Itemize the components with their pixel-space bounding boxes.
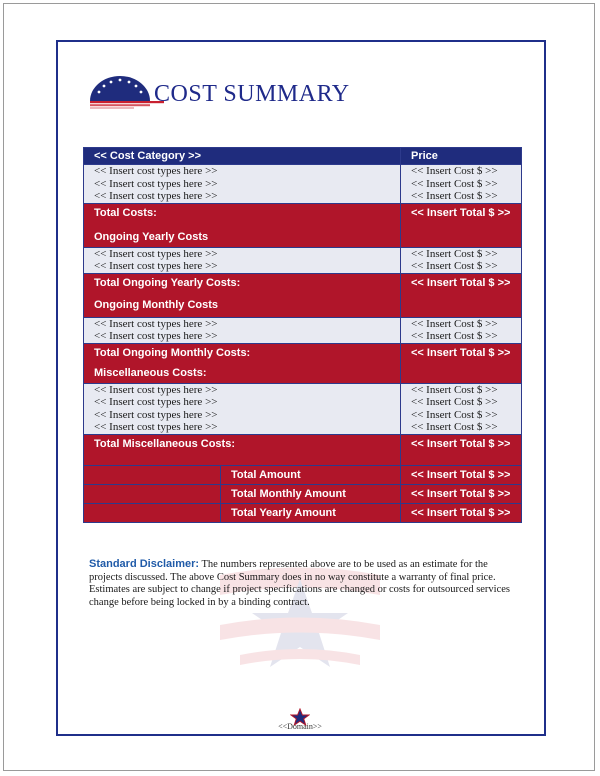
cost-price-item: << Insert Cost $ >>: [411, 260, 498, 272]
total-value: << Insert Total $ >>: [411, 437, 511, 450]
cost-items-row: [84, 383, 522, 434]
total-row: [84, 203, 522, 247]
cost-price-item: << Insert Cost $ >>: [411, 177, 498, 190]
amount-spacer-cell: [84, 465, 221, 484]
cost-items-row: [84, 317, 522, 343]
amount-spacer-cell: [84, 503, 221, 522]
amount-label: Total Monthly Amount: [221, 484, 401, 503]
amount-spacer-cell: [84, 484, 221, 503]
cost-type-item: << Insert cost types here >>: [94, 260, 218, 272]
total-row: [84, 343, 522, 383]
cost-summary-table: [83, 147, 522, 523]
section-heading: Miscellaneous Costs:: [94, 366, 207, 379]
amount-value: << Insert Total $ >>: [401, 465, 522, 484]
cost-type-item: << Insert cost types here >>: [94, 177, 218, 190]
total-value: << Insert Total $ >>: [411, 206, 511, 219]
amount-row: [84, 465, 522, 484]
header-price: Price: [401, 148, 522, 165]
cost-type-item: << Insert cost types here >>: [94, 421, 218, 433]
cost-price-item: << Insert Cost $ >>: [411, 396, 498, 408]
cost-type-item: << Insert cost types here >>: [94, 165, 218, 177]
total-value: << Insert Total $ >>: [411, 346, 511, 359]
cost-price-item: << Insert Cost $ >>: [411, 317, 498, 330]
section-heading: Ongoing Yearly Costs: [94, 230, 209, 243]
total-label: Total Ongoing Yearly Costs:: [94, 276, 241, 289]
cost-price-item: << Insert Cost $ >>: [411, 408, 498, 421]
cost-type-item: << Insert cost types here >>: [94, 330, 218, 342]
total-row: [84, 273, 522, 317]
amount-label: Total Amount: [221, 465, 401, 484]
disclaimer-text: The numbers represented above are to be used as an estimate for the projects discussed. The above Cost Summary does in no way constitute a warranty of final price. Estimates are subject to change if project specifications are changed or costs for outsourced services change before being locked in by a binding contract.: [89, 559, 511, 608]
cost-type-item: << Insert cost types here >>: [94, 408, 218, 421]
amount-label: Total Yearly Amount: [221, 503, 401, 522]
disclaimer: [89, 558, 514, 609]
amount-row: [84, 484, 522, 503]
cost-price-item: << Insert Cost $ >>: [411, 190, 498, 202]
cost-price-item: << Insert Cost $ >>: [411, 165, 498, 177]
page-title: COST SUMMARY: [154, 81, 350, 107]
total-label: Total Costs:: [94, 206, 157, 219]
table-header-row: [84, 148, 522, 165]
cost-type-item: << Insert cost types here >>: [94, 190, 218, 202]
cost-type-item: << Insert cost types here >>: [94, 247, 218, 260]
footer-domain: <<Domain>>: [278, 722, 322, 731]
disclaimer-label: Standard Disclaimer:: [89, 558, 200, 570]
cost-items-row: [84, 165, 522, 204]
cost-items-row: [84, 247, 522, 273]
total-label: Total Ongoing Monthly Costs:: [94, 346, 251, 359]
cost-price-item: << Insert Cost $ >>: [411, 247, 498, 260]
total-value: << Insert Total $ >>: [411, 276, 511, 289]
cost-price-item: << Insert Cost $ >>: [411, 421, 498, 433]
cost-type-item: << Insert cost types here >>: [94, 317, 218, 330]
cost-type-item: << Insert cost types here >>: [94, 383, 218, 396]
total-row: [84, 434, 522, 465]
total-label: Total Miscellaneous Costs:: [94, 437, 235, 450]
amount-row: [84, 503, 522, 522]
cost-price-item: << Insert Cost $ >>: [411, 330, 498, 342]
header-cost-category: << Cost Category >>: [84, 148, 401, 165]
cost-type-item: << Insert cost types here >>: [94, 396, 218, 408]
section-heading: Ongoing Monthly Costs: [94, 298, 219, 311]
cost-price-item: << Insert Cost $ >>: [411, 383, 498, 396]
amount-value: << Insert Total $ >>: [401, 503, 522, 522]
amount-value: << Insert Total $ >>: [401, 484, 522, 503]
